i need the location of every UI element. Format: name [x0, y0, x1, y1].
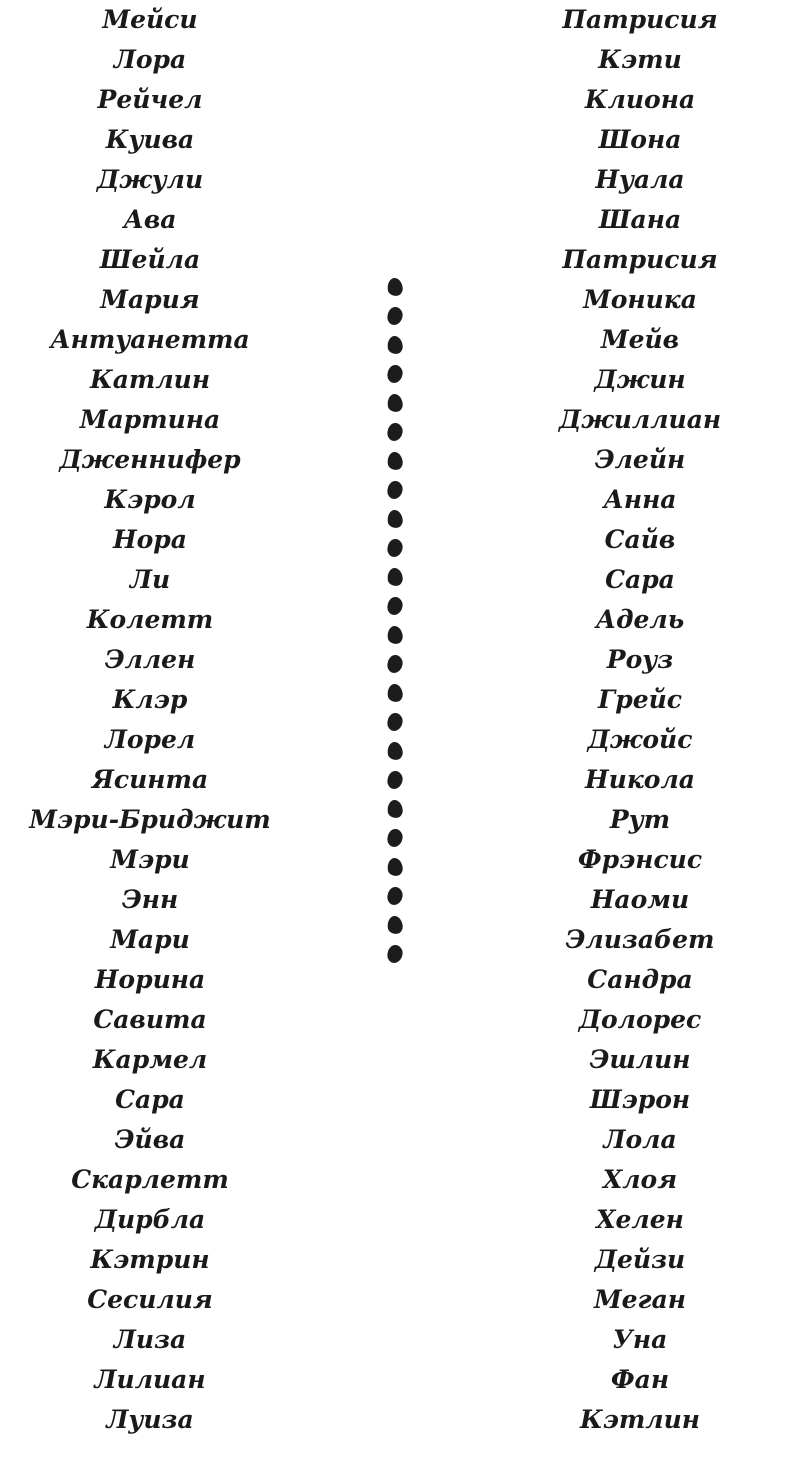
name-item: Эллен	[104, 645, 196, 674]
name-item: Меган	[593, 1285, 687, 1314]
name-item: Патрисия	[562, 5, 718, 34]
divider-dot	[386, 509, 403, 529]
name-item: Колетт	[86, 605, 214, 634]
name-item: Кэрол	[104, 485, 196, 514]
divider-dot	[387, 712, 404, 731]
name-item: Хелен	[596, 1205, 684, 1234]
divider-dot	[386, 451, 403, 471]
right-name-column	[490, 0, 790, 1440]
left-name-column	[0, 0, 300, 1440]
name-item: Анна	[603, 485, 677, 514]
name-item: Сесилия	[87, 1285, 213, 1314]
name-item: Мэри-Бриджит	[29, 805, 271, 834]
divider-dot	[387, 538, 404, 557]
name-item: Ли	[129, 565, 171, 594]
divider-dot	[387, 364, 404, 383]
divider-dot	[386, 857, 403, 877]
name-item: Антуанетта	[50, 325, 250, 354]
name-item: Фрэнсис	[577, 845, 703, 874]
name-item: Кэтлин	[579, 1405, 701, 1434]
divider-dot	[386, 335, 403, 355]
divider-dot	[386, 567, 403, 587]
name-item: Патрисия	[562, 245, 718, 274]
name-item: Сара	[115, 1085, 185, 1114]
name-item: Шэрон	[589, 1085, 691, 1114]
name-item: Эйва	[114, 1125, 186, 1154]
name-item: Шона	[598, 125, 682, 154]
name-item: Джин	[594, 365, 686, 394]
name-item: Мария	[100, 285, 200, 314]
name-item: Клэр	[112, 685, 188, 714]
name-item: Ясинта	[91, 765, 209, 794]
name-item: Фан	[610, 1365, 670, 1394]
name-item: Джиллиан	[558, 405, 722, 434]
name-item: Наоми	[590, 885, 690, 914]
name-item: Куива	[105, 125, 195, 154]
name-item: Джули	[96, 165, 204, 194]
divider-dot	[387, 770, 404, 789]
name-item: Рут	[609, 805, 671, 834]
name-item: Лора	[113, 45, 187, 74]
name-item: Норина	[94, 965, 206, 994]
name-item: Эшлин	[589, 1045, 691, 1074]
divider-dot	[387, 596, 404, 615]
name-item: Грейс	[597, 685, 683, 714]
divider-dot	[386, 799, 403, 819]
divider-dot	[386, 277, 403, 297]
divider-dot	[387, 480, 404, 499]
divider-dot	[387, 306, 404, 325]
name-item: Мэри	[110, 845, 190, 874]
divider-dot	[387, 422, 404, 441]
name-item: Ава	[123, 205, 177, 234]
name-item: Адель	[595, 605, 685, 634]
name-item: Сара	[605, 565, 675, 594]
name-item: Лиза	[113, 1325, 187, 1354]
name-item: Савита	[93, 1005, 207, 1034]
divider-dot	[386, 625, 403, 645]
name-item: Сайв	[604, 525, 676, 554]
name-item: Лилиан	[94, 1365, 206, 1394]
divider-dot	[386, 393, 403, 413]
name-item: Мари	[110, 925, 190, 954]
name-item: Никола	[585, 765, 695, 794]
name-item: Энн	[121, 885, 179, 914]
name-item: Мейси	[102, 5, 198, 34]
name-item: Уна	[612, 1325, 668, 1354]
name-item: Дирбла	[94, 1205, 206, 1234]
divider-dot	[387, 654, 404, 673]
name-item: Элизабет	[565, 925, 715, 954]
name-item: Сандра	[587, 965, 693, 994]
name-item: Клиона	[584, 85, 696, 114]
name-item: Дейзи	[594, 1245, 686, 1274]
name-item: Лола	[603, 1125, 677, 1154]
divider-dot	[387, 886, 404, 905]
divider-dot	[387, 828, 404, 847]
name-item: Нора	[113, 525, 187, 554]
name-item: Джойс	[587, 725, 693, 754]
name-item: Лорел	[104, 725, 196, 754]
name-item: Шана	[598, 205, 682, 234]
name-item: Мартина	[79, 405, 221, 434]
name-item: Кармел	[92, 1045, 208, 1074]
name-item: Хлоя	[602, 1165, 678, 1194]
name-item: Рейчел	[97, 85, 203, 114]
vertical-dot-divider	[388, 278, 403, 974]
divider-dot	[386, 683, 403, 703]
divider-dot	[386, 741, 403, 761]
name-item: Катлин	[89, 365, 211, 394]
name-item: Луиза	[106, 1405, 194, 1434]
name-item: Нуала	[595, 165, 685, 194]
name-item: Кэти	[598, 45, 682, 74]
divider-dot	[386, 915, 403, 935]
name-item: Шейла	[99, 245, 201, 274]
name-item: Кэтрин	[90, 1245, 210, 1274]
name-item: Мейв	[600, 325, 680, 354]
name-item: Элейн	[594, 445, 686, 474]
name-item: Скарлетт	[71, 1165, 229, 1194]
name-item: Роуз	[606, 645, 674, 674]
name-item: Долорес	[578, 1005, 702, 1034]
divider-dot	[387, 944, 404, 963]
name-item: Моника	[583, 285, 697, 314]
name-item: Дженнифер	[59, 445, 241, 474]
